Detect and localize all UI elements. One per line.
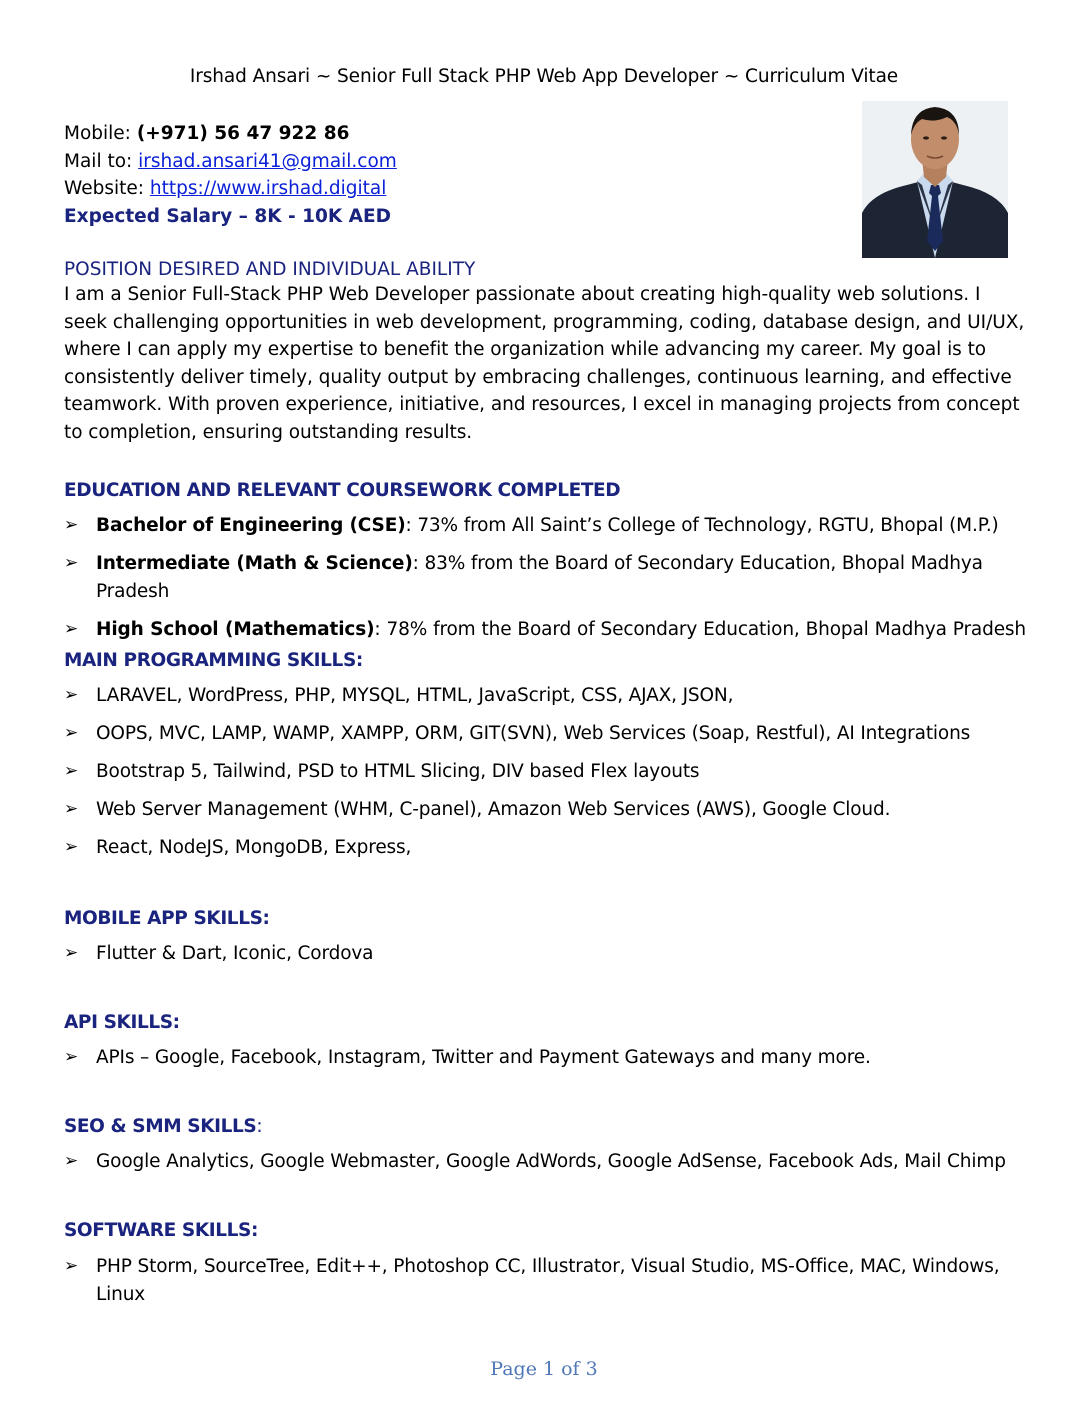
document-title: Irshad Ansari ~ Senior Full Stack PHP Web App Developer ~ Curriculum Vitae (189, 66, 899, 87)
education-heading: EDUCATION AND RELEVANT COURSEWORK COMPLETED (64, 480, 621, 501)
bullet-arrow-icon: ➢ (64, 553, 79, 573)
mobile-row (64, 120, 397, 148)
list-item (64, 1044, 1026, 1072)
list-item (64, 616, 1026, 644)
education-section (64, 480, 1026, 643)
education-title: Intermediate (Math & Science) (96, 553, 413, 574)
profile-photo (862, 101, 1008, 258)
bullet-arrow-icon: ➢ (64, 1151, 79, 1171)
list-item (64, 550, 1026, 605)
mobile-heading: MOBILE APP SKILLS: (64, 908, 270, 929)
list-item (64, 1253, 1026, 1308)
education-detail: : 83% from the Board of Secondary Education, Bhopal Madhya Pradesh (96, 553, 983, 602)
position-heading: POSITION DESIRED AND INDIVIDUAL ABILITY (64, 259, 476, 280)
list-item (64, 758, 1026, 786)
programming-heading: MAIN PROGRAMMING SKILLS: (64, 650, 363, 671)
seo-list (64, 1148, 1026, 1176)
education-title: High School (Mathematics) (96, 618, 375, 640)
seo-section (64, 1116, 1026, 1176)
mobile-value: (+971) 56 47 922 86 (136, 123, 350, 144)
skill-text: LARAVEL, WordPress, PHP, MYSQL, HTML, JavaScript, CSS, AJAX, JSON, (96, 685, 734, 706)
skill-text: PHP Storm, SourceTree, Edit++, Photoshop CC, Illustrator, Visual Studio, MS-Office, MAC, Windows, Linux (96, 1256, 1000, 1305)
api-heading: API SKILLS: (64, 1012, 180, 1033)
seo-heading-colon: : (256, 1116, 263, 1137)
education-detail: : 78% from the Board of Secondary Education, Bhopal Madhya Pradesh (374, 618, 1026, 640)
website-row (64, 175, 397, 203)
website-label: Website: (64, 178, 150, 199)
bullet-arrow-icon: ➢ (64, 515, 79, 535)
api-section (64, 1012, 1026, 1072)
bullet-arrow-icon: ➢ (64, 761, 79, 781)
education-detail: : 73% from All Saint’s College of Technology, RGTU, Bhopal (M.P.) (405, 515, 999, 536)
software-list (64, 1253, 1026, 1308)
programming-list (64, 682, 1026, 862)
skill-text: OOPS, MVC, LAMP, WAMP, XAMPP, ORM, GIT(SVN), Web Services (Soap, Restful), AI Integrations (96, 723, 971, 744)
education-title: Bachelor of Engineering (CSE) (96, 515, 406, 536)
mobile-section (64, 908, 1026, 968)
mobile-list (64, 940, 1026, 968)
list-item (64, 682, 1026, 710)
position-section (64, 259, 1026, 447)
list-item (64, 1148, 1026, 1176)
mail-label: Mail to: (64, 150, 139, 172)
skill-text: React, NodeJS, MongoDB, Express, (96, 837, 412, 858)
seo-heading-row (64, 1116, 1026, 1137)
education-list (64, 512, 1026, 643)
bullet-arrow-icon: ➢ (64, 943, 79, 963)
skill-text: Bootstrap 5, Tailwind, PSD to HTML Slicing, DIV based Flex layouts (96, 761, 700, 782)
api-list (64, 1044, 1026, 1072)
bullet-arrow-icon: ➢ (64, 1256, 79, 1276)
skill-text: Web Server Management (WHM, C-panel), Amazon Web Services (AWS), Google Cloud. (96, 799, 891, 820)
website-link[interactable]: https://www.irshad.digital (149, 178, 387, 199)
contact-block (64, 120, 397, 230)
software-heading: SOFTWARE SKILLS: (64, 1220, 258, 1241)
seo-heading: SEO & SMM SKILLS (64, 1116, 257, 1137)
software-section (64, 1220, 1026, 1308)
programming-section (64, 650, 1026, 862)
mail-row (64, 148, 397, 176)
skill-text: Google Analytics, Google Webmaster, Google AdWords, Google AdSense, Facebook Ads, Mail Chimp (96, 1151, 1006, 1172)
bullet-arrow-icon: ➢ (64, 1047, 79, 1067)
bullet-arrow-icon: ➢ (64, 685, 79, 705)
email-link[interactable]: irshad.ansari41@gmail.com (138, 150, 397, 172)
page-number: Page 1 of 3 (490, 1358, 598, 1380)
bullet-arrow-icon: ➢ (64, 837, 79, 857)
bullet-arrow-icon: ➢ (64, 799, 79, 819)
list-item (64, 834, 1026, 862)
bullet-arrow-icon: ➢ (64, 723, 79, 743)
mobile-label: Mobile: (64, 123, 137, 144)
list-item (64, 720, 1026, 748)
list-item (64, 796, 1026, 824)
expected-salary: Expected Salary – 8K - 10K AED (64, 205, 391, 227)
skill-text: APIs – Google, Facebook, Instagram, Twitter and Payment Gateways and many more. (96, 1047, 871, 1068)
list-item (64, 940, 1026, 968)
bullet-arrow-icon: ➢ (64, 618, 79, 639)
list-item (64, 512, 1026, 540)
skill-text: Flutter & Dart, Iconic, Cordova (96, 943, 374, 964)
position-description: I am a Senior Full-Stack PHP Web Developer passionate about creating high-quality web solutions. I seek challenging opportunities in web development, programming, coding, database design, and UI/UX, where I can apply my expertise to benefit the organization while advancing my career. My goal is to consistently deliver timely, quality output by embracing challenges, continuous learning, and effective teamwork. With proven experience, initiative, and resources, I excel in managing projects from concept to completion, ensuring outstanding results. (64, 284, 1025, 443)
